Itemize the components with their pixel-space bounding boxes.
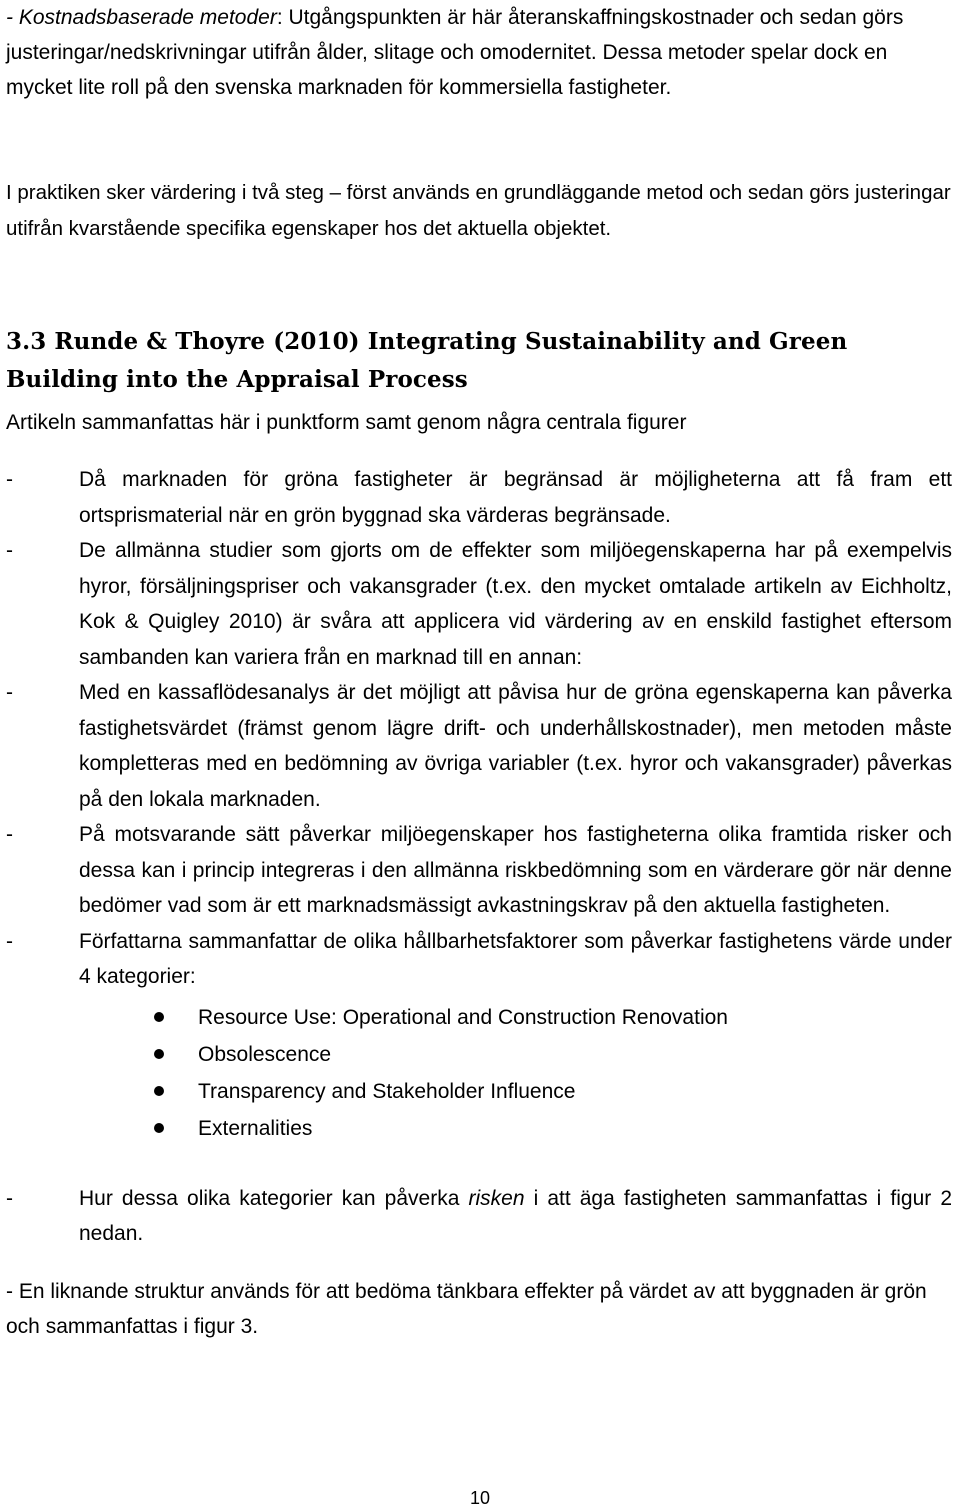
bullet-text: Transparency and Stakeholder Influence — [198, 1079, 576, 1103]
bullet-icon — [154, 1012, 164, 1022]
dash-marker: - — [6, 1186, 13, 1210]
list-item — [6, 675, 956, 817]
bullet-icon — [154, 1086, 164, 1096]
dash-list — [6, 462, 956, 1252]
dash-marker: - — [6, 681, 13, 704]
list-item-text: Författarna sammanfattar de olika hållbarhetsfaktorer som påverkar fastighetens värde under 4 kategorier: — [79, 929, 952, 988]
list-item-text: De allmänna studier som gjorts om de effekter som miljöegenskaperna har på exempelvis hyror, försäljningspriser och vakansgrader (t.ex. den mycket omtalade artikeln av Eichholtz, Kok & Quigley 2010) är svåra att applicera vid värdering av en enskild fastighet eftersom sambanden kan variera från en marknad till en annan: — [79, 539, 952, 669]
closing-paragraph: - En liknande struktur används för att bedöma tänkbara effekter på värdet av att byggnaden är grön och sammanfattas i figur 3. — [6, 1279, 927, 1338]
risk-italic-word: risken — [468, 1186, 525, 1210]
page-number: 10 — [469, 1488, 491, 1508]
category-bullet-list — [154, 999, 956, 1147]
list-item — [6, 817, 956, 924]
list-item-text: Med en kassaflödesanalys är det möjligt att påvisa hur de gröna egenskaperna kan påverka fastighetsvärdet (främst genom lägre drift- och underhållskostnader), men metoden måste kompletteras med en bedömning av övriga variabler (t.ex. hyror och vakansgrader) påverkas på den lokala marknaden. — [79, 681, 952, 811]
risk-text-after: i att äga fastigheten sammanfattas i figur 2 nedan. — [79, 1186, 952, 1245]
dash-marker: - — [6, 823, 13, 846]
list-item — [6, 924, 956, 995]
bullet-icon — [154, 1123, 164, 1133]
risk-text-before: Hur dessa olika kategorier kan påverka — [79, 1186, 469, 1210]
list-item-text: Då marknaden för gröna fastigheter är begränsad är möjligheterna att få fram ett ortsprismaterial när en grön byggnad ska värderas begränsade. — [79, 468, 952, 527]
kostnadsbaserade-lead: - Kostnadsbaserade metoder — [6, 6, 277, 29]
bullet-item — [154, 1036, 956, 1073]
list-item-risk — [6, 1181, 956, 1252]
list-item-text — [79, 1181, 956, 1252]
section-intro: Artikeln sammanfattas här i punktform samt genom några centrala figurer — [6, 411, 687, 434]
bullet-item — [154, 1073, 956, 1110]
section-heading: 3.3 Runde & Thoyre (2010) Integrating Sustainability and Green Building into the Appraisal Process — [6, 328, 848, 393]
list-item-text: På motsvarande sätt påverkar miljöegenskaper hos fastigheterna olika framtida risker och dessa kan i princip integreras i den allmänna riskbedömning som en värderare gör när denne bedömer vad som är ett marknadsmässigt avkastningskrav på den aktuella fastigheten. — [79, 823, 952, 917]
bullet-icon — [154, 1049, 164, 1059]
list-item — [6, 533, 956, 675]
bullet-text: Obsolescence — [198, 1042, 332, 1066]
spacer — [6, 1147, 956, 1181]
kostnadsbaserade-paragraph — [6, 0, 956, 105]
dash-marker: - — [6, 929, 13, 953]
bullet-item — [154, 1110, 956, 1147]
list-item — [6, 462, 956, 533]
bullet-item — [154, 999, 956, 1036]
praktik-paragraph: I praktiken sker värdering i två steg – först används en grundläggande metod och sedan görs justeringar utifrån kvarstående specifika egenskaper hos det aktuella objektet. — [6, 181, 951, 240]
kostnadsbaserade-text: : Utgångspunkten är här återanskaffningskostnader och sedan görs justeringar/nedskrivningar utifrån ålder, slitage och omodernitet. Dessa metoder spelar dock en mycket lite roll på den svenska marknaden för kommersiella fastigheter. — [6, 6, 904, 99]
bullet-text: Resource Use: Operational and Construction Renovation — [198, 1005, 728, 1029]
dash-marker: - — [6, 539, 13, 562]
bullet-text: Externalities — [198, 1116, 313, 1140]
document-page — [6, 0, 956, 1365]
dash-marker: - — [6, 468, 13, 491]
